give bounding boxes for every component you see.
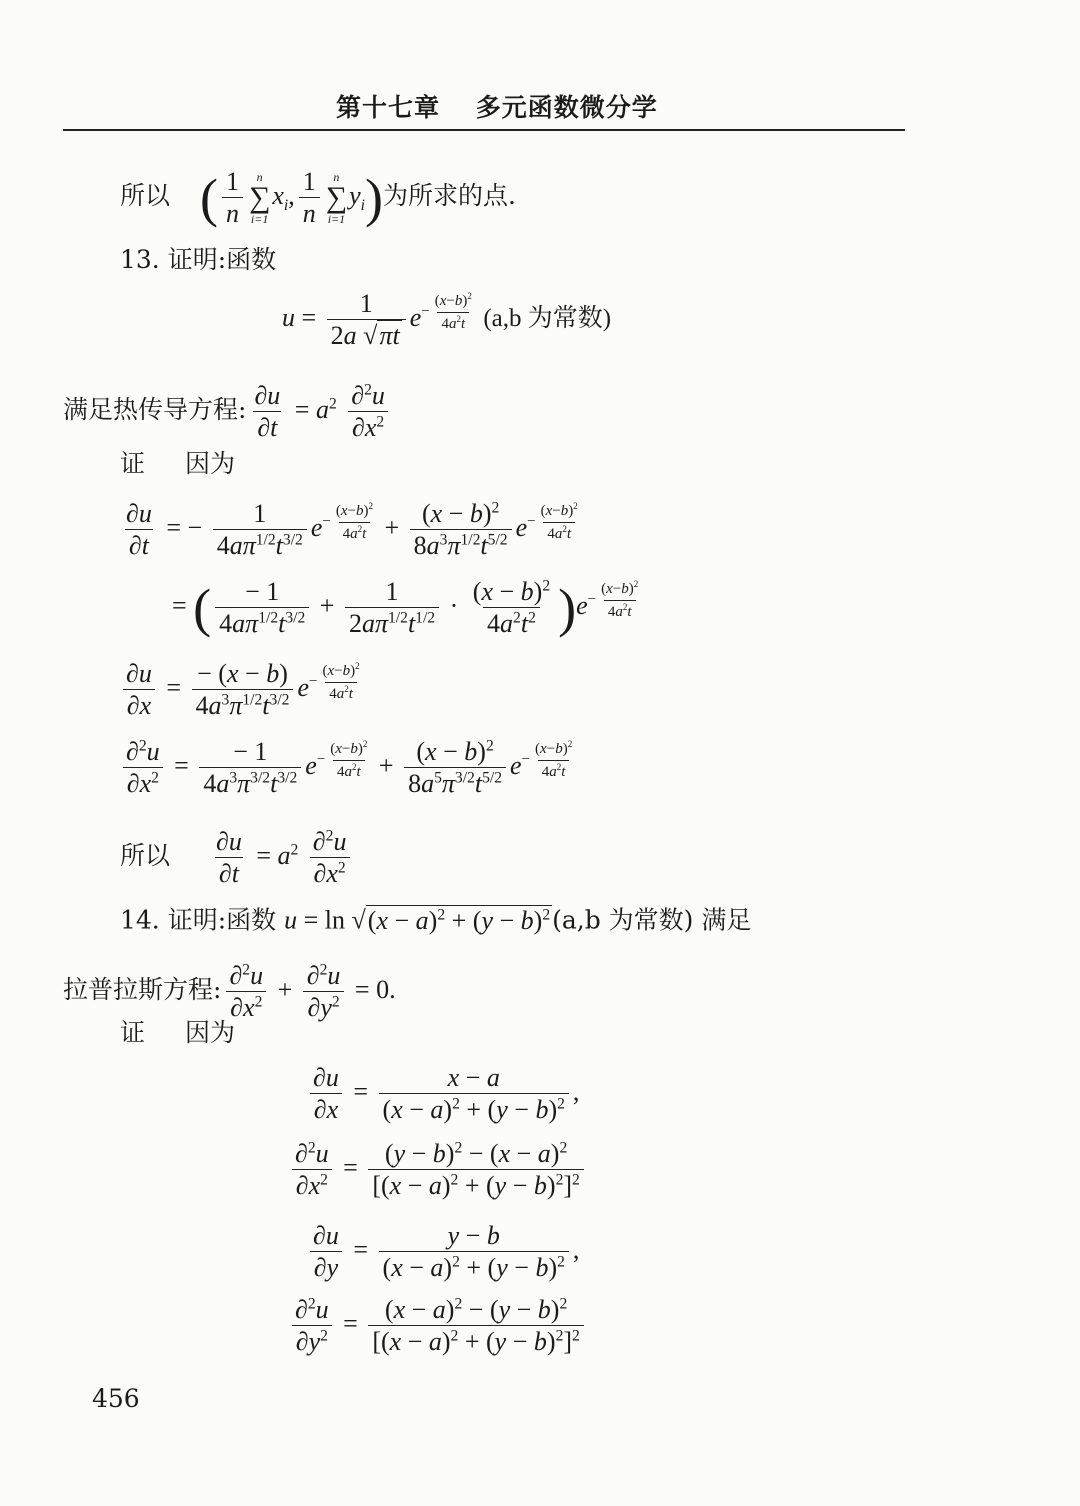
formula-14-du-dx: $\frac{\partial u}{\partial x}$ = $\frac{x - a}{(x - a)^2 + (y - b)^2}$ , bbox=[305, 1064, 579, 1124]
formula-u-definition: u = $\frac{1}{2a √\pi t}$ e− $\frac{(x-b)^2}{4a^2t}$ (a,b 为常数) bbox=[282, 289, 612, 351]
page-number: 456 bbox=[92, 1384, 140, 1413]
laplace-equation-line: 拉普拉斯方程: $\frac{\partial^2u}{\partial x^2}$ + $\frac{\partial^2u}{\partial y^2}$ = 0. bbox=[63, 961, 396, 1023]
formula-d2u-dx2: $\frac{\partial^2u}{\partial x^2}$ = $\frac{- 1}{4a^3\pi^{3/2}t^{3/2}}$ e− $\frac{(x-b)^2}{4a^2t}$ + $\frac{(x - b)^2}{8a^5\pi^{3/2}t^{5/2}}$ e− $\frac{(x-b)^2}{4a^2t}$ bbox=[118, 738, 577, 798]
proof2-label: 证 bbox=[120, 1018, 146, 1047]
chapter-header: 第十七章 多元函数微分学 bbox=[336, 93, 658, 122]
problem-14-heading: 14. 证明:函数 $u = \ln √(x - a)^2 + (y - b)^2(a,b$ 为常数) 满足 bbox=[120, 905, 752, 935]
so-text: 所以 bbox=[120, 180, 171, 210]
p14-suffix: (a,b 为常数) 满足 bbox=[552, 905, 752, 935]
header-rule bbox=[63, 129, 905, 131]
formula-14-d2u-dx2: $\frac{\partial^2u}{\partial x^2}$ = $\frac{(y - b)^2 - (x - a)^2}{[(x - a)^2 + (y - b)^2]^2}$ bbox=[287, 1140, 588, 1200]
heat-label: 满足热传导方程: bbox=[63, 394, 247, 424]
because2-label: 因为 bbox=[185, 1018, 236, 1047]
so2-text: 所以 bbox=[120, 840, 171, 870]
point-expression: ( $\frac{1}{n}$ n ∑ i=1 $x_i$, $\frac{1}{n}$ n ∑ i=1 $y_i$) bbox=[199, 167, 383, 229]
formula-14-du-dy: $\frac{\partial u}{\partial y}$ = $\frac{y - b}{(x - a)^2 + (y - b)^2}$ , bbox=[305, 1222, 579, 1282]
conclusion-line-12 bbox=[120, 168, 516, 228]
const-ab-text: (a,b 为常数) bbox=[483, 304, 612, 332]
proof-line-13 bbox=[120, 449, 235, 479]
laplace-label: 拉普拉斯方程: bbox=[63, 974, 222, 1004]
formula-du-dt: $\frac{\partial u}{\partial t}$ = − $\frac{1}{4a\pi^{1/2}t^{3/2}}$ e− $\frac{(x-b)^2}{4a^2t}$ + $\frac{(x - b)^2}{8a^3\pi^{1/2}t^{5/2}}$ e− $\frac{(x-b)^2}{4a^2t}$ bbox=[126, 499, 578, 561]
conclusion-line-13: 所以 $\frac{\partial u}{\partial t}$ = $a^2$ $\frac{\partial^2u}{\partial x^2}$ bbox=[120, 828, 354, 888]
p14-prefix: 14. 证明:函数 bbox=[120, 905, 277, 935]
proof-label: 证 bbox=[120, 449, 146, 478]
because-label: 因为 bbox=[185, 449, 236, 478]
heat-equation-line: 满足热传导方程: $\frac{\partial u}{\partial t}$ = $a^2$ $\frac{\partial^2u}{\partial x^2}$ bbox=[63, 382, 393, 442]
formula-du-dt-simplified: = ( $\frac{- 1}{4a\pi^{1/2}t^{3/2}}$ + $\frac{1}{2a\pi^{1/2}t^{1/2}}$ · $\frac{(x - b)^2}{4a^2t^2}$ )e− $\frac{(x-b)^2}{4a^2t}$ bbox=[172, 577, 639, 639]
proof-line-14 bbox=[120, 1018, 235, 1048]
formula-du-dx: $\frac{\partial u}{\partial x}$ = $\frac{- (x - b)}{4a^3\pi^{1/2}t^{3/2}}$ e− $\frac{(x-b)^2}{4a^2t}$ bbox=[118, 660, 365, 720]
problem-13-heading: 13. 证明:函数 bbox=[120, 245, 277, 274]
formula-14-d2u-dy2: $\frac{\partial^2u}{\partial y^2}$ = $\frac{(x - a)^2 - (y - b)^2}{[(x - a)^2 + (y - b)^2]^2}$ bbox=[287, 1296, 588, 1356]
is-point-text: 为所求的点. bbox=[383, 180, 516, 210]
